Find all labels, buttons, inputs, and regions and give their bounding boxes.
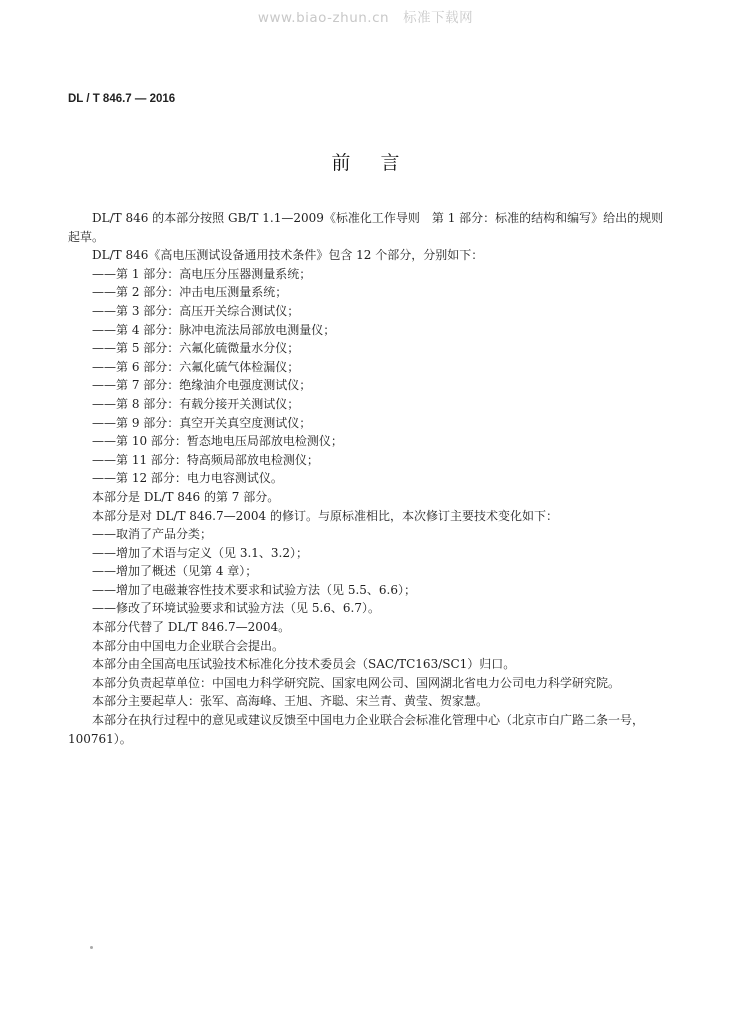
body-text: [68, 209, 672, 748]
list-item: ——第 9 部分：真空开关真空度测试仪；: [92, 415, 312, 430]
page-dot: [90, 946, 93, 949]
list-item: ——第 7 部分：绝缘油介电强度测试仪；: [92, 378, 312, 393]
document-code: DL / T 846.7 — 2016: [68, 93, 176, 105]
paragraph: 本部分由中国电力企业联合会提出。: [92, 638, 285, 653]
list-item: ——第 6 部分：六氟化硫气体检漏仪；: [92, 359, 300, 374]
list-item: ——修改了环境试验要求和试验方法（见 5.6、6.7）。: [92, 601, 380, 616]
paragraph: 本部分是 DL/T 846 的第 7 部分。: [92, 489, 280, 504]
list-item: ——取消了产品分类；: [92, 527, 213, 542]
list-item: ——第 3 部分：高压开关综合测试仪；: [92, 303, 300, 318]
watermark-site: www.biao-zhun.cn: [257, 10, 390, 26]
list-item: ——第 11 部分：特高频局部放电检测仪；: [92, 452, 319, 467]
list-item: ——增加了电磁兼容性技术要求和试验方法（见 5.5、6.6）；: [92, 582, 416, 597]
list-item: ——第 10 部分：暂态地电压局部放电检测仪；: [92, 434, 343, 449]
list-item: ——第 8 部分：有载分接开关测试仪；: [92, 396, 300, 411]
list-item: ——第 2 部分：冲击电压测量系统；: [92, 285, 288, 300]
list-item: ——第 5 部分：六氟化硫微量水分仪；: [92, 341, 300, 356]
paragraph: 本部分在执行过程中的意见或建议反馈至中国电力企业联合会标准化管理中心（北京市白广路二条一号，100761）。: [68, 713, 645, 746]
list-item: ——增加了术语与定义（见 3.1、3.2）；: [92, 545, 308, 560]
list-item: ——第 1 部分：高电压分压器测量系统；: [92, 266, 312, 281]
section-title: 前言: [331, 152, 430, 174]
list-item: ——增加了概述（见第 4 章）；: [92, 564, 258, 579]
watermark: [0, 6, 731, 26]
paragraph: 本部分代替了 DL/T 846.7—2004。: [92, 620, 291, 635]
watermark-label: 标准下载网: [403, 10, 474, 26]
list-item: ——第 4 部分：脉冲电流法局部放电测量仪；: [92, 322, 336, 337]
paragraph: 本部分由全国高电压试验技术标准化分技术委员会（SAC/TC163/SC1）归口。: [92, 657, 516, 672]
paragraph: DL/T 846《高电压测试设备通用技术条件》包含 12 个部分，分别如下：: [92, 248, 484, 263]
paragraph: 本部分主要起草人：张军、高海峰、王旭、齐聪、宋兰青、黄莹、贺家慧。: [92, 694, 489, 709]
list-item: ——第 12 部分：电力电容测试仪。: [92, 471, 283, 486]
paragraph: 本部分负责起草单位：中国电力科学研究院、国家电网公司、国网湖北省电力公司电力科学研究院。: [92, 675, 621, 690]
paragraph: 本部分是对 DL/T 846.7—2004 的修订。与原标准相比，本次修订主要技术变化如下：: [92, 508, 558, 523]
paragraph: DL/T 846 的本部分按照 GB/T 1.1—2009《标准化工作导则 第 1 部分：标准的结构和编写》给出的规则起草。: [68, 211, 664, 244]
